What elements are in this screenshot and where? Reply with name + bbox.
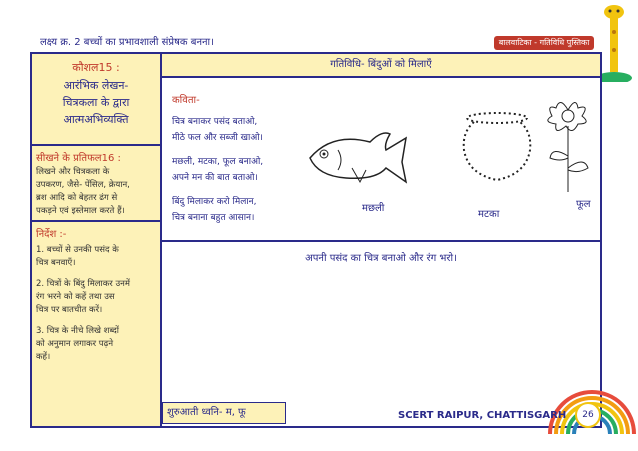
- pot-dotted-drawing[interactable]: [452, 110, 542, 190]
- poem-line: मछली, मटका, फूल बनाओ,: [172, 157, 264, 167]
- booklet-badge: बालवाटिका - गतिविधि पुस्तिका: [494, 36, 594, 50]
- fish-caption: मछली: [362, 203, 385, 214]
- skill-title: कौशल15 :: [72, 61, 120, 74]
- poem-stanza: [172, 194, 302, 226]
- poem-line: चित्र बनाकर पसंद बताओ,: [172, 117, 258, 127]
- draw-prompt: अपनी पसंद का चित्र बनाओ और रंग भरो।: [305, 253, 457, 264]
- poem-line: बिंदु मिलाकर करो मिलान,: [172, 197, 257, 207]
- instruction-line: चित्र बनवाएँ।: [36, 258, 76, 268]
- flower-caption: फूल: [576, 199, 591, 210]
- outcome-line: उपकरण, जैसे- पेंसिल, क्रेयान,: [36, 180, 130, 190]
- instruction-line: रंग भरने को कहें तथा उस: [36, 292, 115, 302]
- outcome-text: [36, 166, 156, 218]
- info-column: [32, 54, 162, 426]
- skill-line: आत्मअभिव्यक्ति: [63, 113, 129, 126]
- instruction-item: [36, 278, 156, 317]
- poem-line: चित्र बनाना बहुत आसान।: [172, 213, 255, 223]
- poem-stanza: [172, 154, 302, 186]
- instruction-line: 1. बच्चों से उनकी पसंद के: [36, 245, 119, 255]
- instructions-title: निर्देश :-: [36, 229, 67, 240]
- activity-title: गतिविधि- बिंदुओं को मिलाएँ: [162, 54, 600, 78]
- poem-line: मीठे फल और सब्जी खाओ।: [172, 133, 263, 143]
- instructions-box: [32, 222, 160, 364]
- activity-column: [162, 54, 600, 426]
- instruction-line: कहें।: [36, 352, 51, 362]
- activity-frame: [30, 52, 602, 428]
- pot-caption: मटका: [478, 209, 500, 220]
- poem-line: अपने मन की बात बताओ।: [172, 173, 258, 183]
- outcome-line: लिखने और चित्रकला के: [36, 167, 110, 177]
- skill-text: [32, 77, 160, 128]
- instruction-line: 3. चित्र के नीचे लिखे शब्दों: [36, 326, 119, 336]
- poem-title: कविता-: [172, 95, 200, 106]
- instruction-line: को अनुमान लगाकर पढ़ने: [36, 339, 114, 349]
- skill-line: चित्रकला के द्वारा: [62, 96, 130, 109]
- outcome-title: सीखने के प्रतिफल16 :: [36, 153, 121, 164]
- initial-sound-box: शुरुआती ध्वनि- म, फू: [162, 402, 286, 424]
- skill-box: [32, 54, 160, 146]
- page-number: 26: [575, 402, 601, 428]
- outcome-line: ब्रश आदि को बेहतर ढंग से: [36, 193, 118, 203]
- poem: [172, 92, 302, 234]
- outcome-line: पकड़ने एवं इस्तेमाल करते हैं।: [36, 206, 125, 216]
- dot-pictures: [302, 110, 600, 230]
- instruction-item: [36, 244, 156, 270]
- poem-stanza: [172, 114, 302, 146]
- flower-drawing[interactable]: [536, 96, 600, 196]
- instruction-line: 2. चित्रों के बिंदु मिलाकर उनमें: [36, 279, 130, 289]
- goal-line: लक्ष्य क्र. 2 बच्चों का प्रभावशाली संप्रेषक बनना।: [40, 37, 214, 48]
- learning-outcome-box: [32, 146, 160, 222]
- footer-org: SCERT RAIPUR, CHATTISGARH: [398, 410, 567, 421]
- instruction-line: चित्र पर बातचीत करें।: [36, 305, 103, 315]
- instruction-item: [36, 325, 156, 364]
- skill-line: आरंभिक लेखन-: [63, 79, 129, 92]
- section-divider: [162, 240, 600, 242]
- fish-drawing[interactable]: [302, 120, 412, 190]
